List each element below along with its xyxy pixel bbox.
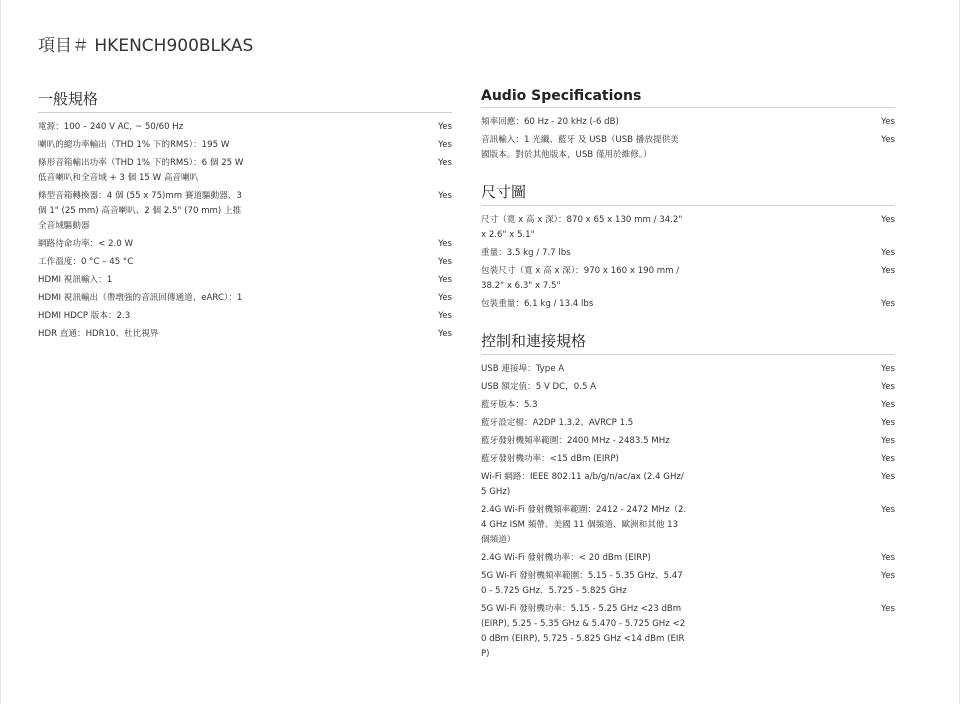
spec-value: Yes — [881, 505, 895, 515]
spec-label: 條形音箱輸出功率（THD 1% 下的RMS）：6 個 25 W 低音喇叭和全音域 + 3 個 15 W 高音喇叭 — [38, 158, 244, 183]
spec-label: 重量：3.5 kg / 7.7 lbs — [481, 248, 571, 258]
spec-value: Yes — [438, 140, 452, 150]
spec-value: Yes — [438, 311, 452, 321]
spec-row — [481, 133, 895, 163]
spec-label: 藍牙版本：5.3 — [481, 400, 538, 410]
spec-value: Yes — [881, 266, 895, 276]
spec-label: 5G Wi-Fi 發射機功率：5.15 - 5.25 GHz <23 dBm (EIRP), 5.25 - 5.35 GHz & 5.470 - 5.725 GHz <20 dBm (EIRP), 5.725 - 5.825 GHz <14 dBm (EIRP) — [481, 604, 686, 659]
page-title: 項目＃ HKENCH900BLKAS — [38, 36, 254, 56]
spec-label: HDMI 視訊輸入：1 — [38, 275, 113, 285]
spec-row — [38, 327, 452, 342]
spec-value: Yes — [881, 117, 895, 127]
spec-label: Wi-Fi 網路：IEEE 802.11 a/b/g/n/ac/ax (2.4 GHz/5 GHz) — [481, 472, 684, 497]
spec-value: Yes — [438, 275, 452, 285]
spec-label: 5G Wi-Fi 發射機頻率範圍：5.15 - 5.35 GHz、5.470 - 5.725 GHz、5.725 - 5.825 GHz — [481, 571, 683, 596]
spec-row — [38, 255, 452, 270]
spec-row — [481, 115, 895, 130]
page-frame-left — [0, 0, 1, 704]
section-title: 控制和連接規格 — [481, 330, 895, 355]
spec-label: 2.4G Wi-Fi 發射機功率：< 20 dBm (EIRP) — [481, 553, 651, 563]
spec-section — [481, 181, 895, 312]
spec-value: Yes — [881, 400, 895, 410]
spec-row — [38, 291, 452, 306]
spec-row — [481, 602, 895, 662]
spec-value: Yes — [881, 248, 895, 258]
spec-row — [481, 264, 895, 294]
spec-value: Yes — [881, 299, 895, 309]
spec-label: 包裝尺寸（寬 x 高 x 深）：970 x 160 x 190 mm / 38.2" x 6.3" x 7.5" — [481, 266, 680, 291]
spec-row — [481, 569, 895, 599]
section-title: 一般規格 — [38, 88, 452, 113]
spec-row — [38, 120, 452, 135]
spec-value: Yes — [881, 454, 895, 464]
spec-label: 電源：100 – 240 V AC, ~ 50/60 Hz — [38, 122, 184, 132]
spec-row — [481, 416, 895, 431]
spec-label: HDMI 視訊輸出（帶增強的音訊回傳通道、eARC）：1 — [38, 293, 243, 303]
spec-label: 頻率回應：60 Hz - 20 kHz (-6 dB) — [481, 117, 619, 127]
spec-row — [38, 237, 452, 252]
spec-value: Yes — [881, 364, 895, 374]
spec-label: 藍牙發射機功率：<15 dBm (EIRP) — [481, 454, 619, 464]
spec-value: Yes — [881, 135, 895, 145]
spec-row — [38, 309, 452, 324]
spec-label: 條型音箱轉換器：4 個 (55 x 75)mm 賽道驅動器、3 個 1" (25 mm) 高音喇叭、2 個 2.5" (70 mm) 上推全音域驅動器 — [38, 191, 242, 231]
spec-label: USB 額定值：5 V DC，0.5 A — [481, 382, 597, 392]
spec-label: 包裝重量：6.1 kg / 13.4 lbs — [481, 299, 594, 309]
spec-row — [481, 297, 895, 312]
spec-row — [481, 362, 895, 377]
spec-value: Yes — [438, 329, 452, 339]
spec-row — [481, 398, 895, 413]
spec-row — [481, 213, 895, 243]
spec-label: 喇叭的總功率輸出（THD 1% 下的RMS）：195 W — [38, 140, 230, 150]
spec-row — [481, 503, 895, 548]
section-title: 尺寸圖 — [481, 181, 895, 206]
spec-label: 2.4G Wi-Fi 發射機頻率範圍：2412 - 2472 MHz（2.4 GHz ISM 頻帶、美國 11 個頻道、歐洲和其他 13 個頻道） — [481, 505, 687, 545]
spec-row — [481, 246, 895, 261]
spec-section — [38, 88, 452, 342]
spec-label: 藍牙設定檔：A2DP 1.3.2、AVRCP 1.5 — [481, 418, 634, 428]
spec-value: Yes — [438, 122, 452, 132]
left-column — [38, 88, 452, 360]
spec-row — [38, 138, 452, 153]
spec-value: Yes — [881, 418, 895, 428]
section-title: Audio Specifications — [481, 88, 895, 108]
spec-section — [481, 88, 895, 163]
spec-row — [38, 156, 452, 186]
spec-row — [38, 273, 452, 288]
spec-value: Yes — [438, 257, 452, 267]
spec-value: Yes — [438, 158, 452, 168]
right-column — [481, 88, 895, 680]
spec-label: 尺寸（寬 x 高 x 深）：870 x 65 x 130 mm / 34.2" x 2.6" x 5.1" — [481, 215, 683, 240]
spec-value: Yes — [881, 472, 895, 482]
spec-row — [481, 380, 895, 395]
spec-value: Yes — [881, 571, 895, 581]
spec-value: Yes — [881, 215, 895, 225]
spec-row — [481, 551, 895, 566]
spec-label: HDMI HDCP 版本：2.3 — [38, 311, 131, 321]
spec-label: 工作溫度：0 °C – 45 °C — [38, 257, 134, 267]
spec-value: Yes — [438, 293, 452, 303]
spec-value: Yes — [881, 382, 895, 392]
spec-value: Yes — [881, 553, 895, 563]
spec-value: Yes — [438, 239, 452, 249]
spec-row — [481, 452, 895, 467]
spec-label: USB 連接埠：Type A — [481, 364, 565, 374]
spec-label: 藍牙發射機頻率範圍：2400 MHz - 2483.5 MHz — [481, 436, 670, 446]
spec-row — [481, 470, 895, 500]
spec-row — [481, 434, 895, 449]
spec-label: 網路待命功率：< 2.0 W — [38, 239, 133, 249]
spec-value: Yes — [881, 436, 895, 446]
spec-row — [38, 189, 452, 234]
spec-label: HDR 直通：HDR10、杜比視界 — [38, 329, 159, 339]
spec-label: 音訊輸入：1 光纖、藍牙 及 USB（USB 播放提供美國版本。對於其他版本，USB 僅用於維修。） — [481, 135, 679, 160]
spec-value: Yes — [881, 604, 895, 614]
spec-value: Yes — [438, 191, 452, 201]
spec-section — [481, 330, 895, 662]
